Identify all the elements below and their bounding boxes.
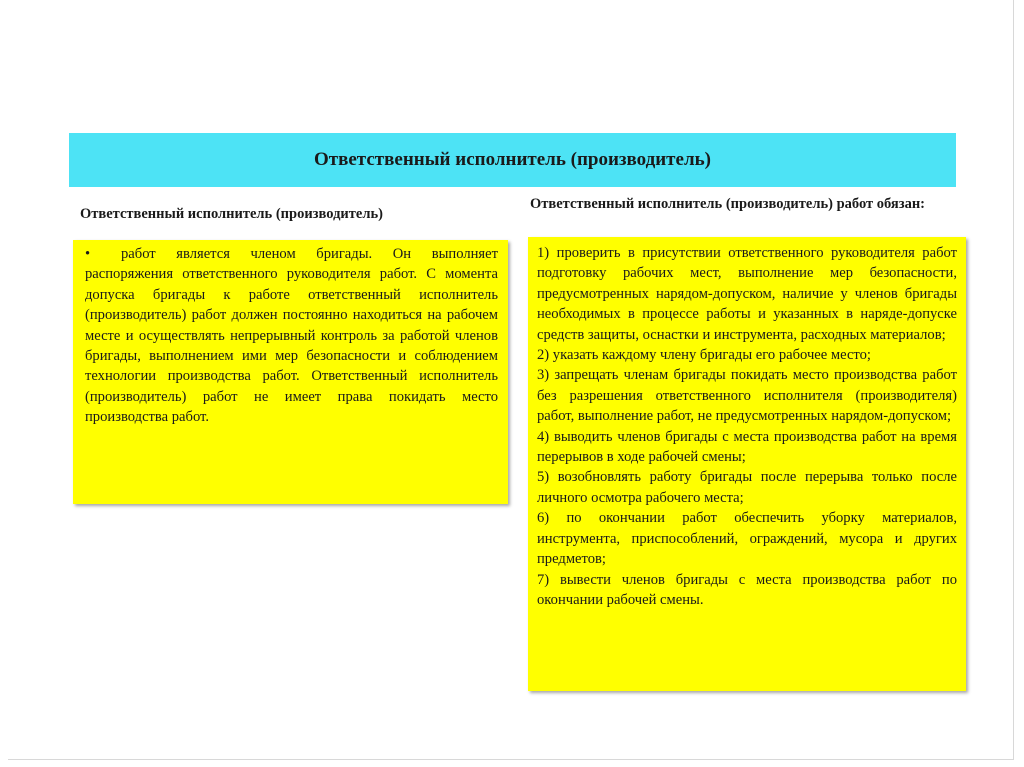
title-band bbox=[69, 133, 956, 187]
duty-item-6: 6) по окончании работ обеспечить уборку материалов, инструмента, приспособлений, ограждений, мусора и других предметов; bbox=[537, 510, 957, 568]
duty-item-5: 5) возобновлять работу бригады после перерыва только после личного осмотра рабочего места; bbox=[537, 469, 957, 506]
duty-item-3: 3) запрещать членам бригады покидать место производства работ без разрешения ответственного исполнителя (производителя) работ, выполнение работ, не предусмотренных нарядом-допуском; bbox=[537, 367, 957, 425]
bullet-marker: • bbox=[85, 246, 91, 262]
duty-item-4: 4) выводить членов бригады с места производства работ на время перерывов в ходе рабочей смены; bbox=[537, 428, 957, 466]
left-heading: Ответственный исполнитель (производитель) bbox=[80, 206, 383, 222]
duties-box bbox=[528, 237, 966, 691]
duty-item-2: 2) указать каждому члену бригады его рабочее место; bbox=[537, 347, 871, 364]
slide-title: Ответственный исполнитель (производитель) bbox=[314, 149, 711, 170]
duty-item-7: 7) вывести членов бригады с места производства работ по окончании рабочей смены. bbox=[537, 571, 957, 608]
duty-item-1: 1) проверить в присутствии ответственного руководителя работ подготовку рабочих мест, выполнение мер безопасности, предусмотренных нарядом-допуском, наличие у членов бригады необходимых в процессе работы и указанных в наряде-допуске средств защиты, оснастки и инструмента, расходных материалов; bbox=[537, 245, 957, 343]
left-text-box bbox=[73, 240, 508, 504]
right-heading: Ответственный исполнитель (производитель) работ обязан: bbox=[530, 196, 926, 212]
left-paragraph: работ является членом бригады. Он выполняет распоряжения ответственного руководителя работ. С момента допуска бригады к работе ответственный исполнитель (производитель) работ должен постоянно находиться на рабочем месте и осуществлять непрерывный контроль за работой членов бригады, выполнением ими мер безопасности и соблюдением технологии производства работ. Ответственный исполнитель (производитель) работ не имеет права покидать место производства работ. bbox=[85, 246, 498, 426]
